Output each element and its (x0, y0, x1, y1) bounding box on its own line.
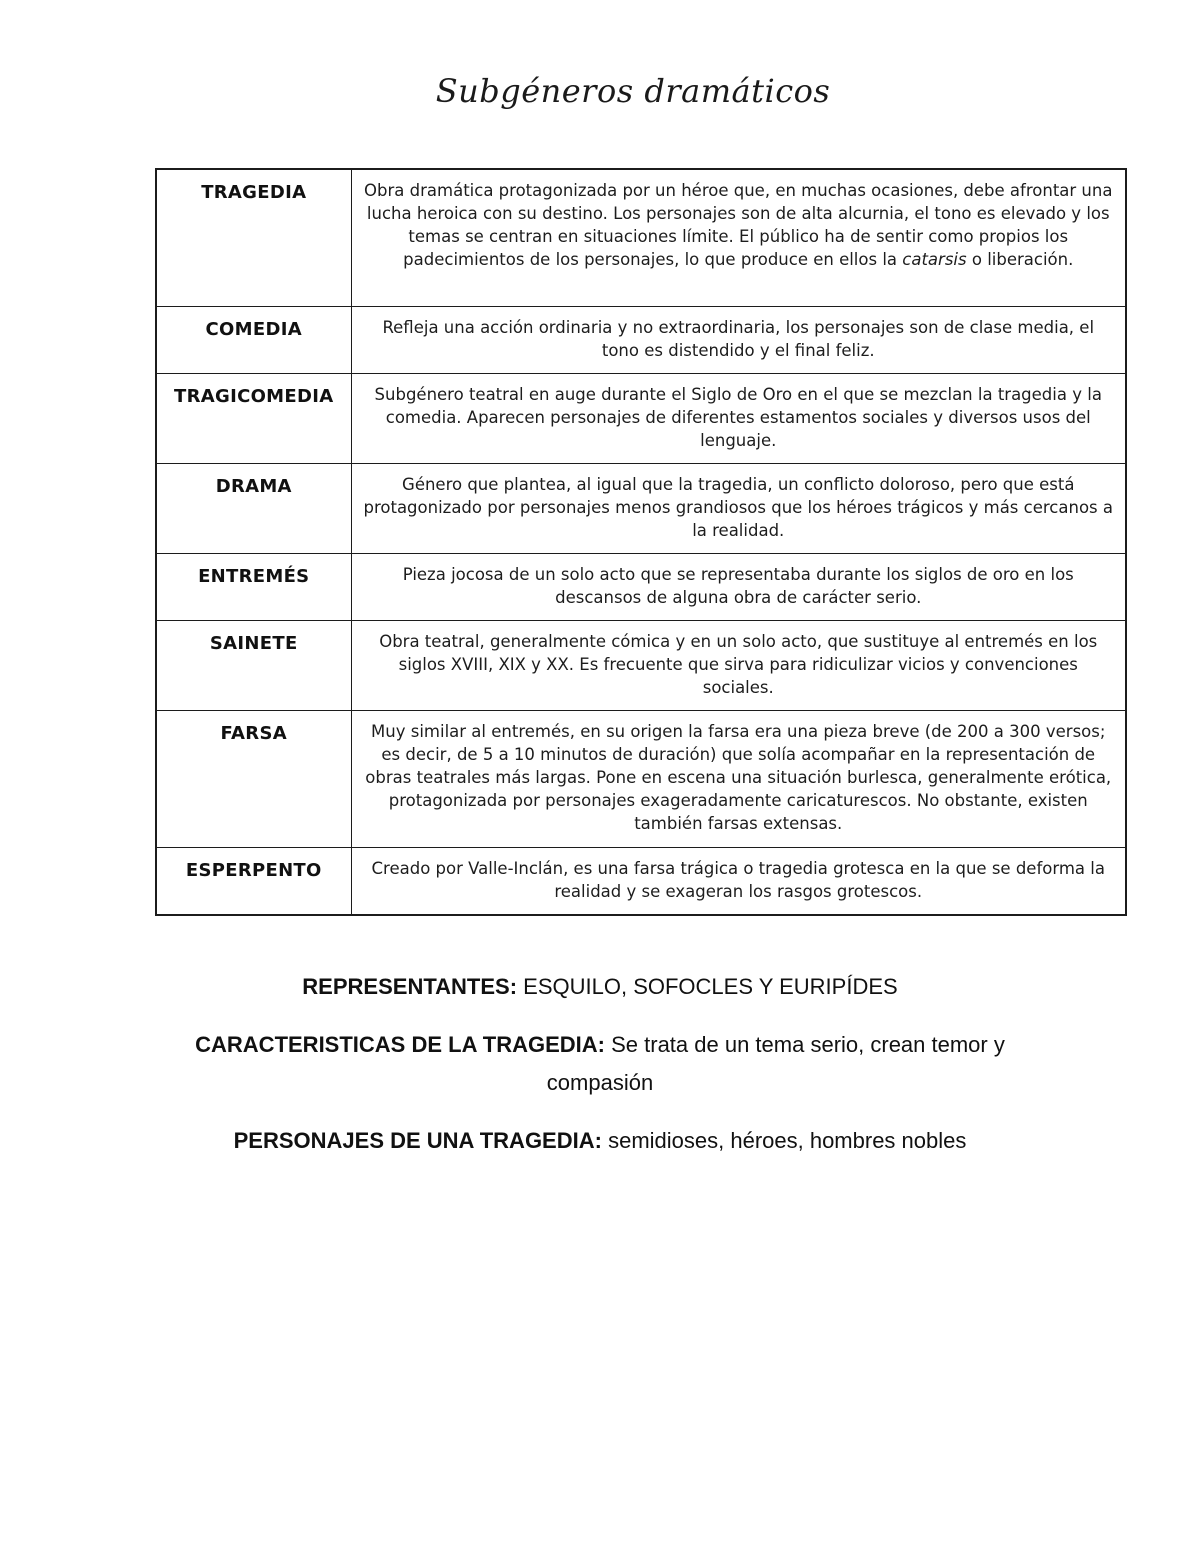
term-cell: DRAMA (156, 463, 351, 553)
definition-cell: Género que plantea, al igual que la tragedia, un conflicto doloroso, pero que está protagonizado por personajes menos grandiosos que los héroes trágicos y más cercanos a la realidad. (351, 463, 1126, 553)
emphasis-term: catarsis (902, 250, 967, 269)
table-row (156, 463, 1126, 553)
table-row (156, 847, 1126, 915)
representantes-text: ESQUILO, SOFOCLES Y EURIPÍDES (523, 974, 898, 999)
definition-cell: Obra teatral, generalmente cómica y en un solo acto, que sustituye al entremés en los siglos XVIII, XIX y XX. Es frecuente que sirva para ridiculizar vicios y convenciones sociales. (351, 620, 1126, 710)
definition-text: Obra dramática protagonizada por un héroe que, en muchas ocasiones, debe afrontar una lucha heroica con su destino. Los personajes son de alta alcurnia, el tono es elevado y los temas se centran en situaciones límite. El público ha de sentir como propios los padecimientos de los personajes, lo que produce en ellos la (364, 181, 1113, 269)
definition-cell: Creado por Valle-Inclán, es una farsa trágica o tragedia grotesca en la que se deforma la realidad y se exageran los rasgos grotescos. (351, 847, 1126, 915)
term-cell: SAINETE (156, 620, 351, 710)
table-row (156, 373, 1126, 463)
term-cell: TRAGEDIA (156, 169, 351, 306)
definition-cell: Pieza jocosa de un solo acto que se representaba durante los siglos de oro en los descansos de alguna obra de carácter serio. (351, 553, 1126, 620)
caracteristicas-line (160, 1026, 1040, 1102)
personajes-text: semidioses, héroes, hombres nobles (608, 1128, 967, 1153)
table-row (156, 169, 1126, 306)
personajes-line (160, 1122, 1040, 1160)
caracteristicas-label: CARACTERISTICAS DE LA TRAGEDIA: (195, 1032, 605, 1057)
definition-cell: Subgénero teatral en auge durante el Siglo de Oro en el que se mezclan la tragedia y la comedia. Aparecen personajes de diferentes estamentos sociales y diversos usos del lenguaje. (351, 373, 1126, 463)
representantes-line (160, 968, 1040, 1006)
table-row (156, 553, 1126, 620)
term-cell: ESPERPENTO (156, 847, 351, 915)
personajes-label: PERSONAJES DE UNA TRAGEDIA: (233, 1128, 602, 1153)
table-row (156, 620, 1126, 710)
table-row (156, 306, 1126, 373)
term-cell: TRAGICOMEDIA (156, 373, 351, 463)
term-cell: ENTREMÉS (156, 553, 351, 620)
page-title: Subgéneros dramáticos (435, 72, 831, 110)
definition-cell (351, 169, 1126, 306)
definition-text: o liberación. (971, 250, 1074, 269)
subgenres-table (155, 168, 1127, 916)
caracteristicas-text: Se trata de un tema serio, crean temor y compasión (546, 1032, 1005, 1095)
term-cell: COMEDIA (156, 306, 351, 373)
notes-section (160, 968, 1040, 1180)
term-cell: FARSA (156, 710, 351, 847)
definition-cell: Muy similar al entremés, en su origen la farsa era una pieza breve (de 200 a 300 versos; es decir, de 5 a 10 minutos de duración) que solía acompañar en la representación de obras teatrales más largas. Pone en escena una situación burlesca, generalmente erótica, protagonizada por personajes exageradamente caricaturescos. No obstante, existen también farsas extensas. (351, 710, 1126, 847)
representantes-label: REPRESENTANTES: (302, 974, 518, 999)
definition-cell: Refleja una acción ordinaria y no extraordinaria, los personajes son de clase media, el tono es distendido y el final feliz. (351, 306, 1126, 373)
table-row (156, 710, 1126, 847)
